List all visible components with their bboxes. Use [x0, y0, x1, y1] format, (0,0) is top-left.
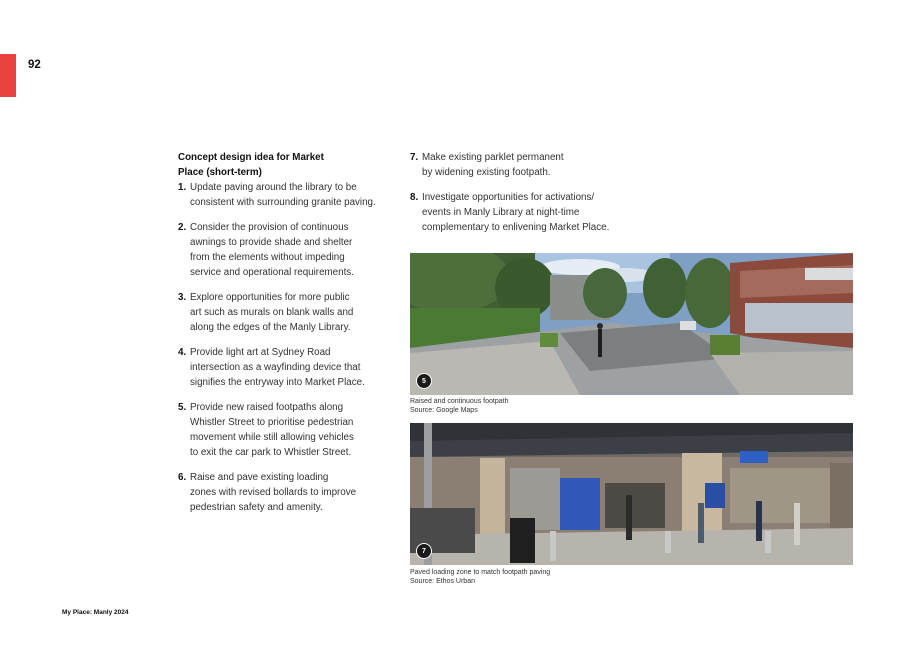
item-text: Make existing parklet permanent by widening existing footpath.	[422, 152, 564, 178]
list-item	[178, 220, 398, 280]
list-item	[178, 290, 398, 335]
loading-zone-photo	[410, 423, 853, 565]
item-text: Explore opportunities for more public art such as murals on blank walls and along the edges of the Manly Library.	[190, 292, 354, 333]
loading-zone-photo-illustration	[410, 423, 853, 565]
concept-heading: Concept design idea for Market Place (short-term)	[178, 152, 324, 178]
item-text: Consider the provision of continuous awnings to provide shade and shelter from the elements without impeding service and operational requirements.	[190, 222, 354, 278]
item-number: 6.	[178, 472, 187, 483]
caption-title: Paved loading zone to match footpath paving	[410, 569, 551, 576]
list-item	[410, 190, 650, 235]
concept-column-right	[410, 150, 650, 245]
list-item	[178, 345, 398, 390]
item-number: 5.	[178, 402, 187, 413]
list-item	[178, 180, 398, 210]
photo-marker-5: 5	[416, 373, 432, 389]
photo-caption-2	[410, 568, 550, 586]
street-photo-illustration	[410, 253, 853, 395]
photo-marker-7: 7	[416, 543, 432, 559]
list-item	[178, 470, 398, 515]
page-footer: My Place: Manly 2024	[62, 609, 129, 616]
caption-source: Source: Ethos Urban	[410, 578, 475, 585]
item-text: Investigate opportunities for activations/ events in Manly Library at night-time complementary to enlivening Market Place.	[422, 192, 610, 233]
item-text: Provide new raised footpaths along Whistler Street to prioritise pedestrian movement while still allowing vehicles to exit the car park to Whistler Street.	[190, 402, 354, 458]
item-number: 8.	[410, 192, 419, 203]
caption-title: Raised and continuous footpath	[410, 398, 509, 405]
street-photo	[410, 253, 853, 395]
item-text: Update paving around the library to be consistent with surrounding granite paving.	[190, 182, 376, 208]
list-item	[410, 150, 650, 180]
item-number: 7.	[410, 152, 419, 163]
item-number: 1.	[178, 182, 187, 193]
list-item	[178, 400, 398, 460]
item-number: 2.	[178, 222, 187, 233]
photo-caption-1	[410, 397, 508, 415]
page-accent-tab	[0, 54, 16, 97]
concept-column-left	[178, 150, 398, 525]
item-text: Provide light art at Sydney Road intersection as a wayfinding device that signifies the entryway into Market Place.	[190, 347, 365, 388]
item-number: 4.	[178, 347, 187, 358]
item-number: 3.	[178, 292, 187, 303]
page-number: 92	[28, 59, 41, 71]
item-text: Raise and pave existing loading zones with revised bollards to improve pedestrian safety and amenity.	[190, 472, 357, 513]
caption-source: Source: Google Maps	[410, 407, 478, 414]
